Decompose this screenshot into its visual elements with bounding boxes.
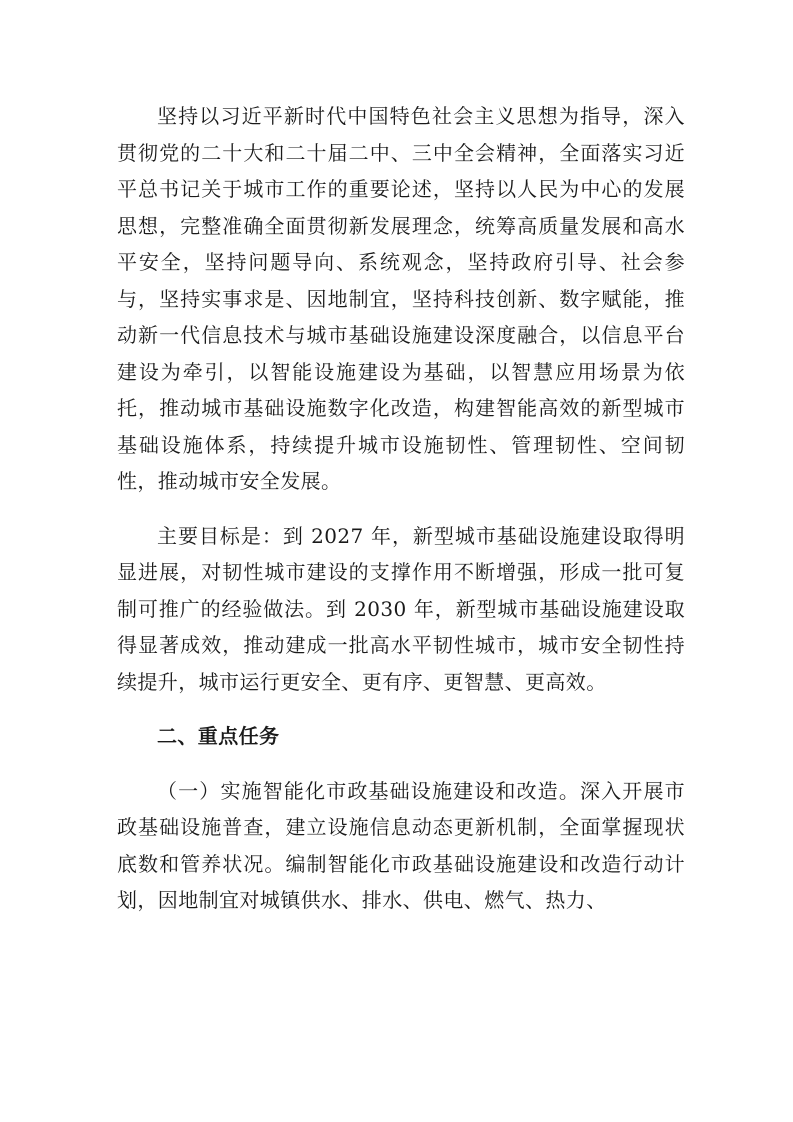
guiding-principle-paragraph: 坚持以习近平新时代中国特色社会主义思想为指导，深入贯彻党的二十大和二十届二中、三中全会精神，全面落实习近平总书记关于城市工作的重要论述，坚持以人民为中心的发展思想，完整准确全面贯彻新发展理念，统筹高质量发展和高水平安全，坚持问题导向、系统观念，坚持政府引导、社会参与，坚持实事求是、因地制宜，坚持科技创新、数字赋能，推动新一代信息技术与城市基础设施建设深度融合，以信息平台建设为牵引，以智能设施建设为基础，以智慧应用场景为依托，推动城市基础设施数字化改造，构建智能高效的新型城市基础设施体系，持续提升城市设施韧性、管理韧性、空间韧性，推动城市安全发展。 xyxy=(117,104,685,493)
section-heading-key-tasks: 二、重点任务 xyxy=(157,724,280,748)
document-body xyxy=(117,98,685,919)
task-one-paragraph: （一）实施智能化市政基础设施建设和改造。深入开展市政基础设施普查，建立设施信息动态更新机制，全面掌握现状底数和管养状况。编制智能化市政基础设施建设和改造行动计划，因地制宜对城镇供水、排水、供电、燃气、热力、 xyxy=(117,778,685,912)
main-goals-paragraph: 主要目标是：到 2027 年，新型城市基础设施建设取得明显进展，对韧性城市建设的支撑作用不断增强，形成一批可复制可推广的经验做法。到 2030 年，新型城市基础设施建设取得显著成效，推动建成一批高水平韧性城市，城市安全韧性持续提升，城市运行更安全、更有序、更智慧、更高效。 xyxy=(117,523,685,694)
